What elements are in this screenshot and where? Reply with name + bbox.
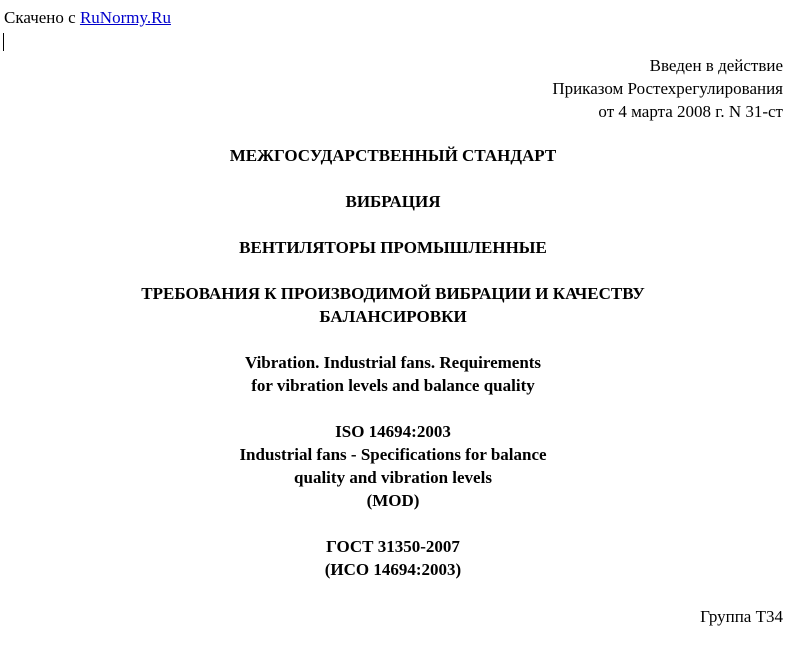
iso-title-line-2: quality and vibration levels	[294, 468, 492, 487]
iso-reference	[0, 420, 786, 512]
object-heading	[0, 236, 786, 259]
iso-title-line-1: Industrial fans - Specifications for balance	[239, 445, 547, 464]
gost-number: ГОСТ 31350-2007	[326, 537, 460, 556]
gost-designation	[0, 535, 786, 581]
subject-heading	[0, 190, 786, 213]
approval-line-3: от 4 марта 2008 г. N 31-ст	[598, 102, 783, 121]
subject: ВИБРАЦИЯ	[345, 192, 441, 211]
source-prefix: Скачено с	[4, 8, 76, 27]
classification-group: Группа Т34	[700, 607, 783, 626]
runormy-link[interactable]: RuNormy.Ru	[79, 8, 171, 27]
approval-line-1: Введен в действие	[649, 56, 783, 75]
object: ВЕНТИЛЯТОРЫ ПРОМЫШЛЕННЫЕ	[239, 238, 547, 257]
standard-type: МЕЖГОСУДАРСТВЕННЫЙ СТАНДАРТ	[229, 146, 557, 165]
text-cursor	[3, 33, 4, 51]
iso-modification: (MOD)	[366, 491, 420, 510]
approval-note	[552, 54, 783, 123]
iso-number: ISO 14694:2003	[335, 422, 451, 441]
english-title-line-2: for vibration levels and balance quality	[251, 376, 535, 395]
approval-line-2: Приказом Ростехрегулирования	[552, 79, 783, 98]
document-title	[0, 282, 786, 328]
source-line	[4, 8, 171, 28]
english-title	[0, 351, 786, 397]
title-line-2: БАЛАНСИРОВКИ	[319, 307, 467, 326]
standard-type-heading	[0, 144, 786, 167]
title-line-1: ТРЕБОВАНИЯ К ПРОИЗВОДИМОЙ ВИБРАЦИИ И КАЧЕСТВУ	[141, 284, 645, 303]
english-title-line-1: Vibration. Industrial fans. Requirements	[244, 353, 542, 372]
iso-russian-number: (ИСО 14694:2003)	[324, 560, 462, 579]
